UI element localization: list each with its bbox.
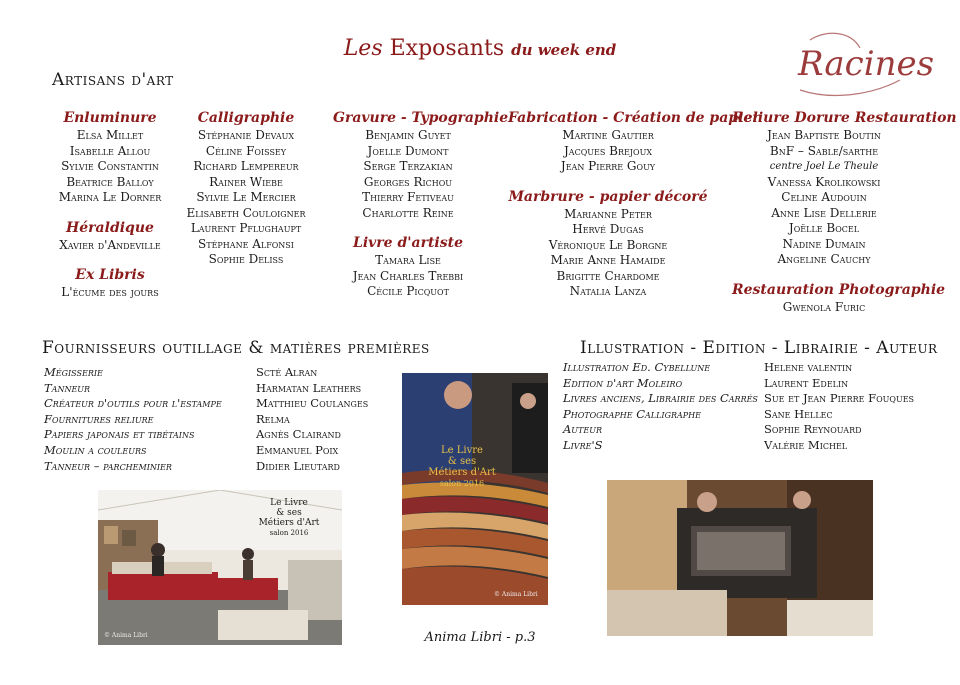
category-ex-libris: Ex Libris: [75, 267, 145, 283]
exhibitor-name: Cécile Picquot: [367, 284, 449, 298]
exhibitor-name: Nadine Dumain: [782, 236, 866, 251]
illustration-name: Sue et Jean Pierre Fouques: [764, 391, 915, 406]
supplier-category: Papiers japonais et tibétains: [44, 427, 195, 442]
salon-tent-photo: [98, 490, 342, 645]
exhibitor-name: Céline Foissey: [205, 143, 287, 158]
page-footer: Anima Libri - p.3: [424, 630, 536, 645]
category-livre-artiste: Livre d'artiste: [352, 235, 464, 251]
exhibitor-name: Marina Le Dorner: [58, 190, 162, 204]
exhibitor-name: Anne Lise Dellerie: [771, 205, 877, 220]
fournisseurs-heading: Fournisseurs outillage & matières premières: [42, 338, 430, 358]
exhibitor-name: Laurent Pflughaupt: [190, 221, 302, 235]
supplier-name: Relma: [256, 411, 290, 426]
exhibitor-name: Stéphanie Devaux: [197, 128, 295, 142]
exhibitor-name: Georges Richou: [363, 174, 453, 189]
leathers-illustration: [402, 373, 548, 605]
supplier-category: Moulin a couleurs: [44, 442, 147, 457]
exhibitor-name: Gwenola Furic: [782, 299, 866, 314]
artisans-col-5: [732, 110, 957, 315]
artisans-col-3: [333, 110, 509, 300]
exhibitor-name: Jean Charles Trebbi: [352, 268, 464, 283]
illustration-names: [764, 360, 914, 454]
exhibitor-name: Elsa Millet: [76, 128, 144, 142]
illustration-category: Illustration Ed. Cybellune: [563, 360, 711, 374]
leathers-photo: [402, 373, 548, 605]
exhibitor-name: Beatrice Balloy: [66, 174, 154, 189]
category-marbrure: Marbrure - papier décoré: [508, 188, 708, 205]
exhibitor-name: centre Joel Le Theule: [769, 161, 879, 172]
supplier-category: Tanneur: [44, 380, 91, 395]
exhibitor-name: Marianne Peter: [564, 206, 652, 221]
artisans-heading: Artisans d'art: [52, 70, 174, 90]
exhibitor-name: Joëlle Bocel: [788, 221, 860, 235]
illustration-name: Sane Hellec: [764, 406, 833, 421]
exhibitor-name: Véronique Le Borgne: [548, 237, 668, 252]
exhibitor-name: Richard Lempereur: [193, 159, 299, 173]
fournisseurs-categories: [44, 365, 222, 474]
photo-credit: © Anima Libri: [104, 632, 148, 639]
category-fabrication-papier: Fabrication - Création de papier: [508, 110, 760, 126]
racines-logo: [790, 30, 935, 100]
printing-press-illustration: [607, 480, 873, 636]
exhibitor-name: Hervé Dugas: [572, 222, 644, 236]
exhibitor-name: Sylvie Constantin: [61, 159, 159, 173]
category-restauration-photo: Restauration Photographie: [732, 281, 946, 298]
category-enluminure: Enluminure: [63, 110, 157, 126]
exhibitor-name: Rainer Wiebe: [209, 174, 283, 189]
illustration-heading: Illustration - Edition - Librairie - Auteur: [580, 338, 938, 358]
title-exposants: Exposants: [389, 36, 505, 61]
exhibitor-name: Celine Audouin: [781, 190, 867, 204]
exhibitor-name: Serge Terzakian: [363, 159, 453, 173]
category-gravure-typographie: Gravure - Typographie: [333, 110, 509, 126]
exhibitor-name: Thierry Fetiveau: [362, 190, 454, 204]
category-calligraphie: Calligraphie: [197, 110, 295, 126]
exhibitor-name: Angeline Cauchy: [777, 252, 871, 266]
supplier-category: Fournitures reliure: [44, 411, 154, 426]
exhibitor-name: Elisabeth Couloigner: [186, 205, 306, 220]
exhibitor-name: Martine Gautier: [562, 128, 654, 142]
artisans-col-1: [40, 110, 180, 301]
illustration-category: Photographe Calligraphe: [563, 406, 701, 421]
photo-overlay-text: Le Livre & ses Métiers d'Art salon 2016: [258, 498, 320, 537]
exhibitor-name: Brigitte Chardome: [556, 268, 660, 283]
supplier-name: Matthieu Coulanges: [256, 396, 369, 411]
exhibitor-name: Xavier d'Andeville: [59, 237, 161, 252]
exhibitor-name: Isabelle Allou: [69, 143, 151, 158]
category-reliure: Reliure Dorure Restauration: [732, 110, 957, 126]
exhibitor-name: Charlotte Reine: [362, 205, 454, 220]
illustration-name: Valérie Michel: [764, 437, 848, 452]
illustration-category: Livre'S: [563, 437, 603, 452]
fournisseurs-names: [256, 365, 368, 474]
exhibitor-name: Marie Anne Hamaide: [550, 253, 666, 267]
supplier-name: Didier Lieutard: [256, 458, 340, 473]
title-les: Les: [343, 36, 383, 61]
exhibitor-name: Sylvie Le Mercier: [196, 190, 296, 204]
supplier-name: Harmatan Leathers: [256, 380, 362, 395]
printing-press-photo: [607, 480, 873, 636]
artisans-col-2: [176, 110, 316, 268]
exhibitor-name: L'écume des jours: [61, 285, 159, 299]
supplier-category: Mégisserie: [44, 365, 103, 379]
artisans-col-4: [508, 110, 760, 300]
photo-credit: © Anima Libri: [494, 591, 538, 598]
exhibitor-name: Sophie Deliss: [208, 252, 284, 266]
exhibitor-name: Jacques Brejoux: [563, 143, 653, 158]
supplier-category: Tanneur – parcheminier: [44, 458, 172, 473]
illustration-name: Helene valentin: [764, 360, 853, 374]
racines-logo-text: Racines: [798, 44, 935, 84]
supplier-name: Agnès Clairand: [256, 427, 341, 442]
supplier-name: Scté Alran: [256, 365, 318, 379]
exhibitor-name: Vanessa Krolikowski: [767, 174, 881, 189]
supplier-category: Créateur d'outils pour l'estampe: [44, 396, 222, 411]
exhibitor-name: Natalia Lanza: [569, 284, 647, 298]
photo-overlay-text: Le Livre & ses Métiers d'Art salon 2016: [428, 445, 496, 488]
exhibitor-name: Tamara Lise: [375, 253, 441, 267]
illustration-category: Edition d'art Moleiro: [563, 375, 683, 390]
exhibitor-name: Stéphane Alfonsi: [198, 236, 294, 251]
exhibitor-name: Jean Pierre Gouy: [560, 159, 656, 173]
illustration-category: Auteur: [563, 422, 602, 437]
exhibitor-name: Benjamin Guyet: [365, 128, 451, 142]
exhibitor-name: Joelle Dumont: [367, 143, 449, 158]
illustration-category: Livres anciens, Librairie des Carrés: [563, 391, 758, 406]
exhibitor-name: BnF – Sable/sarthe: [769, 143, 879, 158]
supplier-name: Emmanuel Poix: [256, 442, 339, 457]
illustration-name: Sophie Reynouard: [764, 422, 862, 437]
illustration-categories: [563, 360, 758, 454]
exhibitor-name: Jean Baptiste Boutin: [767, 128, 881, 142]
illustration-name: Laurent Edelin: [764, 375, 849, 390]
title-weekend: du week end: [511, 41, 617, 59]
category-heraldique: Héraldique: [66, 219, 154, 236]
